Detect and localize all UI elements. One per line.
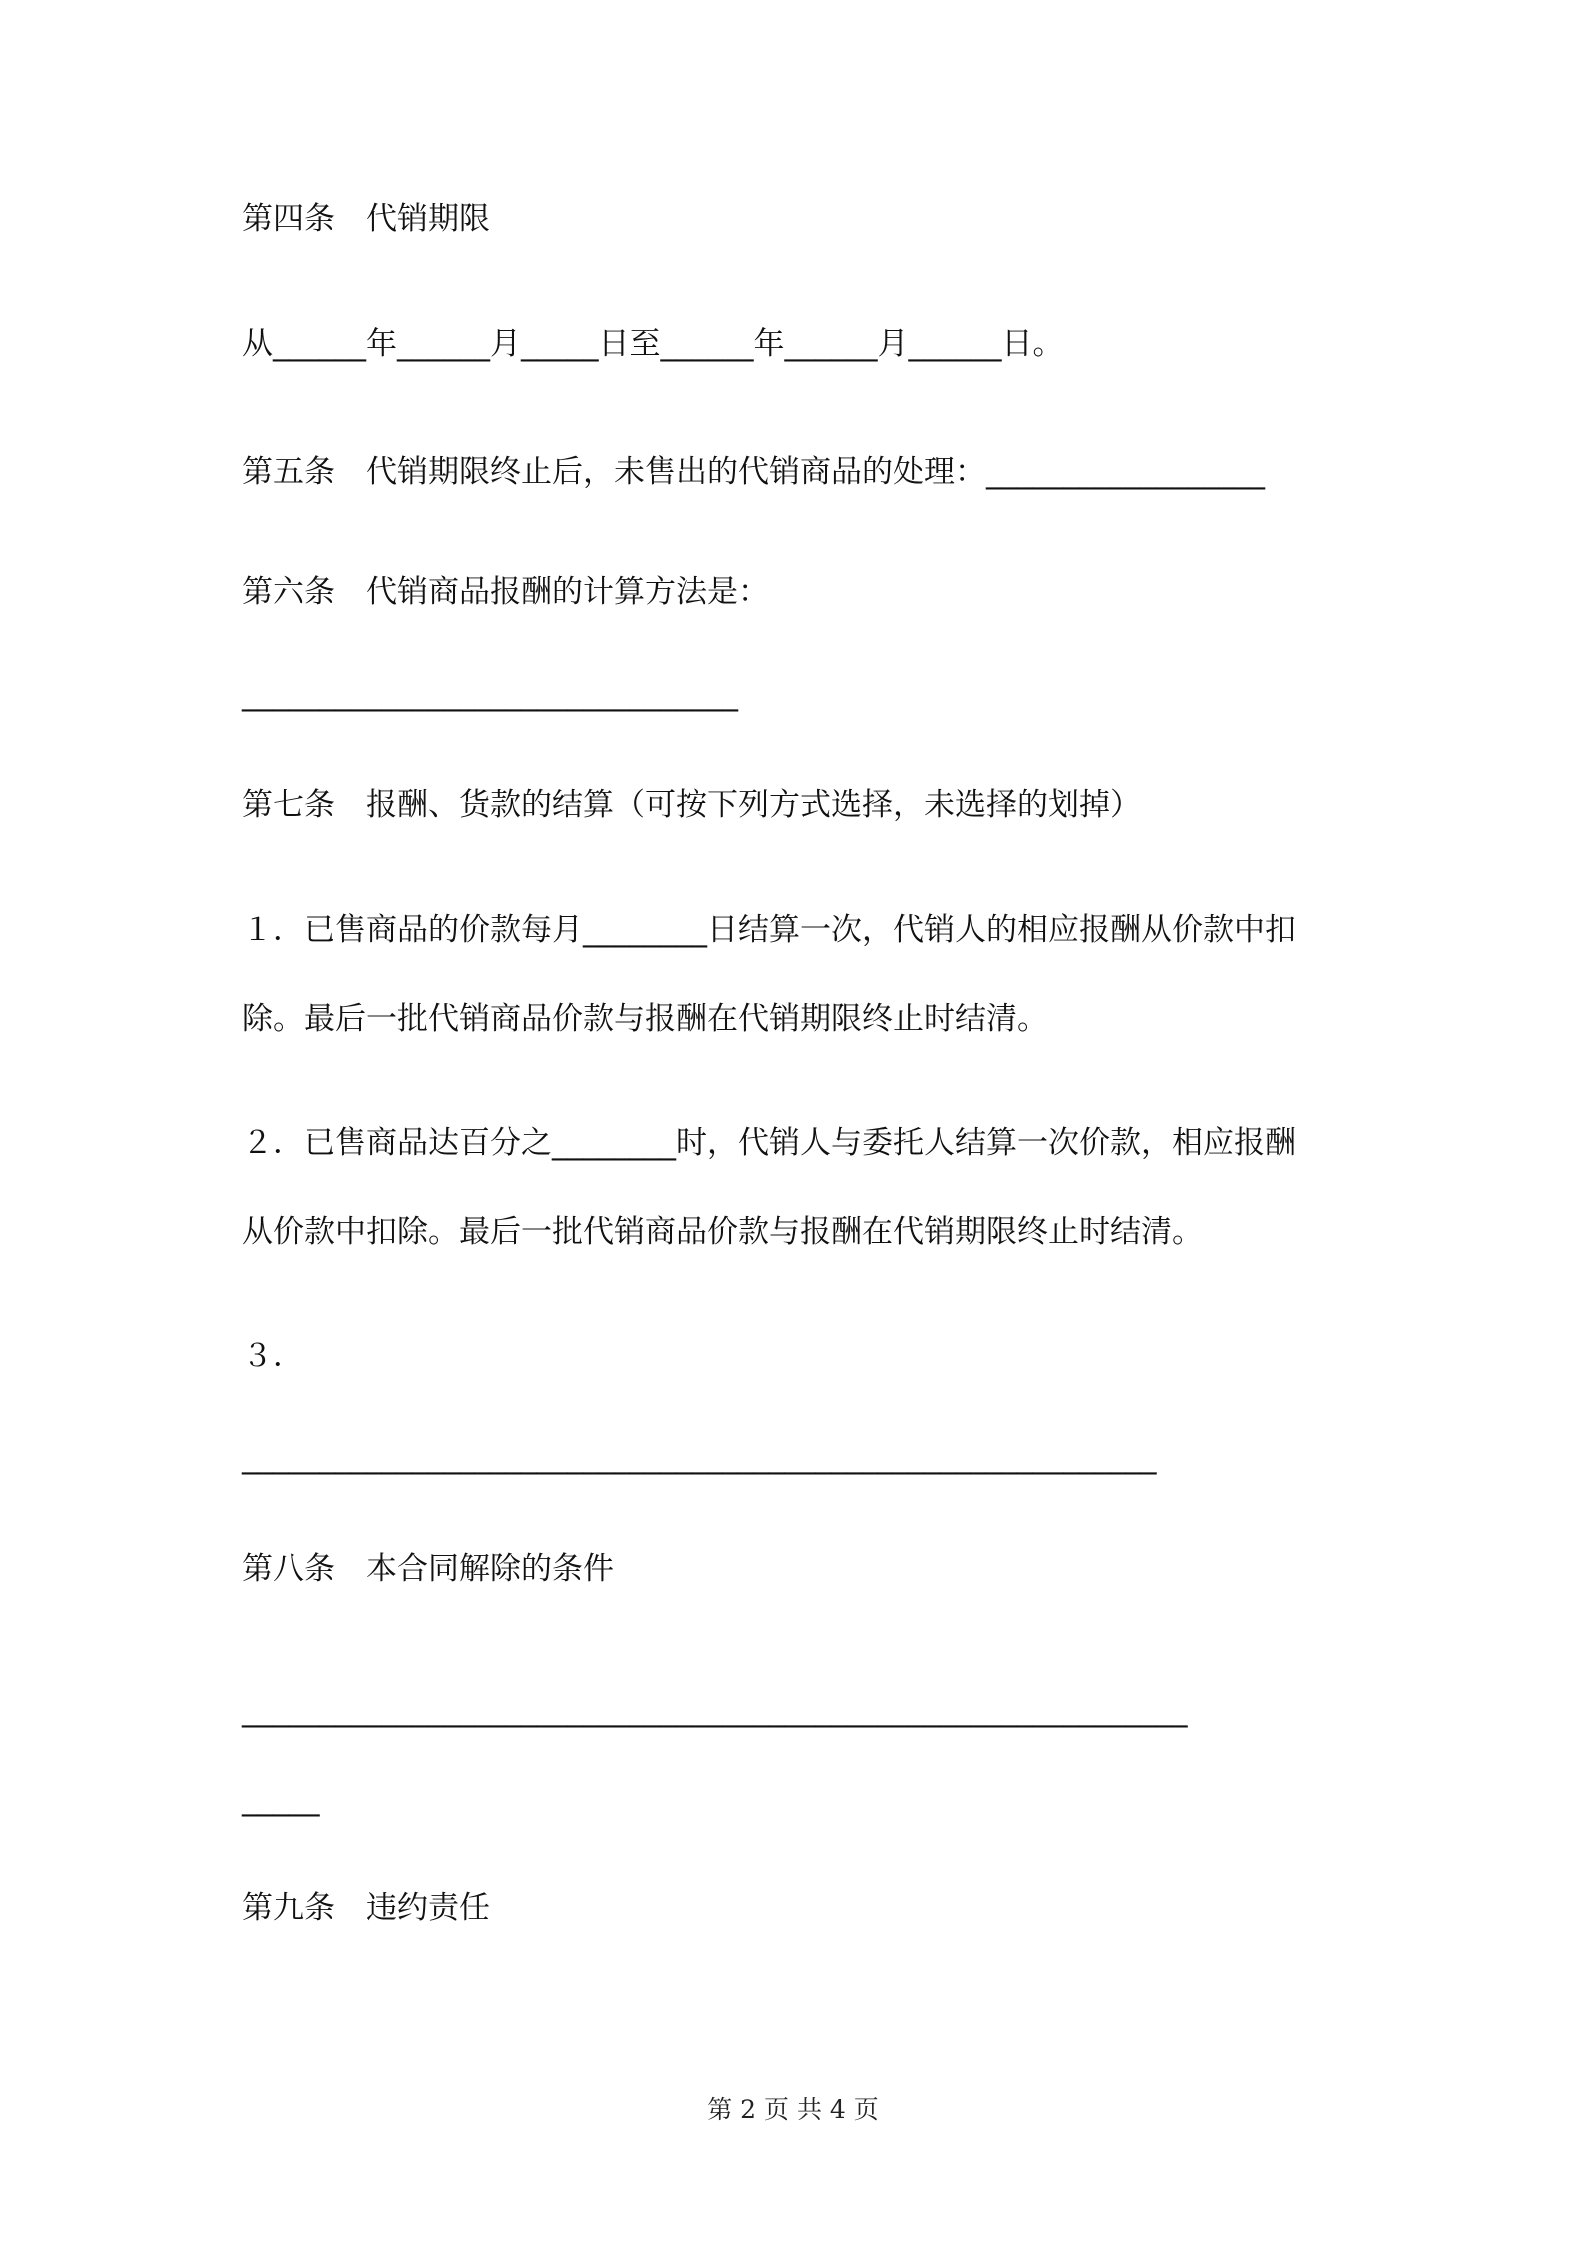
article-4-period-text: 从______年______月_____日至______年______月______日。: [242, 326, 1064, 362]
page-number-footer: 第 2 页 共 4 页: [707, 2095, 879, 2124]
article-7-item-2-line-2: 从价款中扣除。最后一批代销商品价款与报酬在代销期限终止时结清。: [242, 1214, 1203, 1250]
article-7-item-1-line-1: １．已售商品的价款每月________日结算一次，代销人的相应报酬从价款中扣: [242, 912, 1296, 948]
article-4-heading: 第四条 代销期限: [242, 201, 490, 237]
article-7-heading: 第七条 报酬、货款的结算（可按下列方式选择，未选择的划掉）: [242, 787, 1141, 823]
article-8-blank-line-1: _____________________________________________________________: [242, 1692, 1188, 1728]
article-7-item-2-line-1: ２．已售商品达百分之________时，代销人与委托人结算一次价款，相应报酬: [242, 1125, 1296, 1161]
article-8-blank-line-2: _____: [242, 1781, 320, 1817]
article-6-heading: 第六条 代销商品报酬的计算方法是：: [242, 574, 769, 610]
article-8-heading: 第八条 本合同解除的条件: [242, 1551, 614, 1587]
article-7-item-3-blank-line: ___________________________________________________________: [242, 1439, 1157, 1475]
article-5-text: 第五条 代销期限终止后，未售出的代销商品的处理：__________________: [242, 454, 1265, 490]
article-6-blank-line: ________________________________: [242, 676, 738, 712]
article-9-heading: 第九条 违约责任: [242, 1890, 490, 1926]
article-7-item-1-line-2: 除。最后一批代销商品价款与报酬在代销期限终止时结清。: [242, 1001, 1048, 1037]
article-7-item-3-label: ３．: [242, 1338, 304, 1374]
